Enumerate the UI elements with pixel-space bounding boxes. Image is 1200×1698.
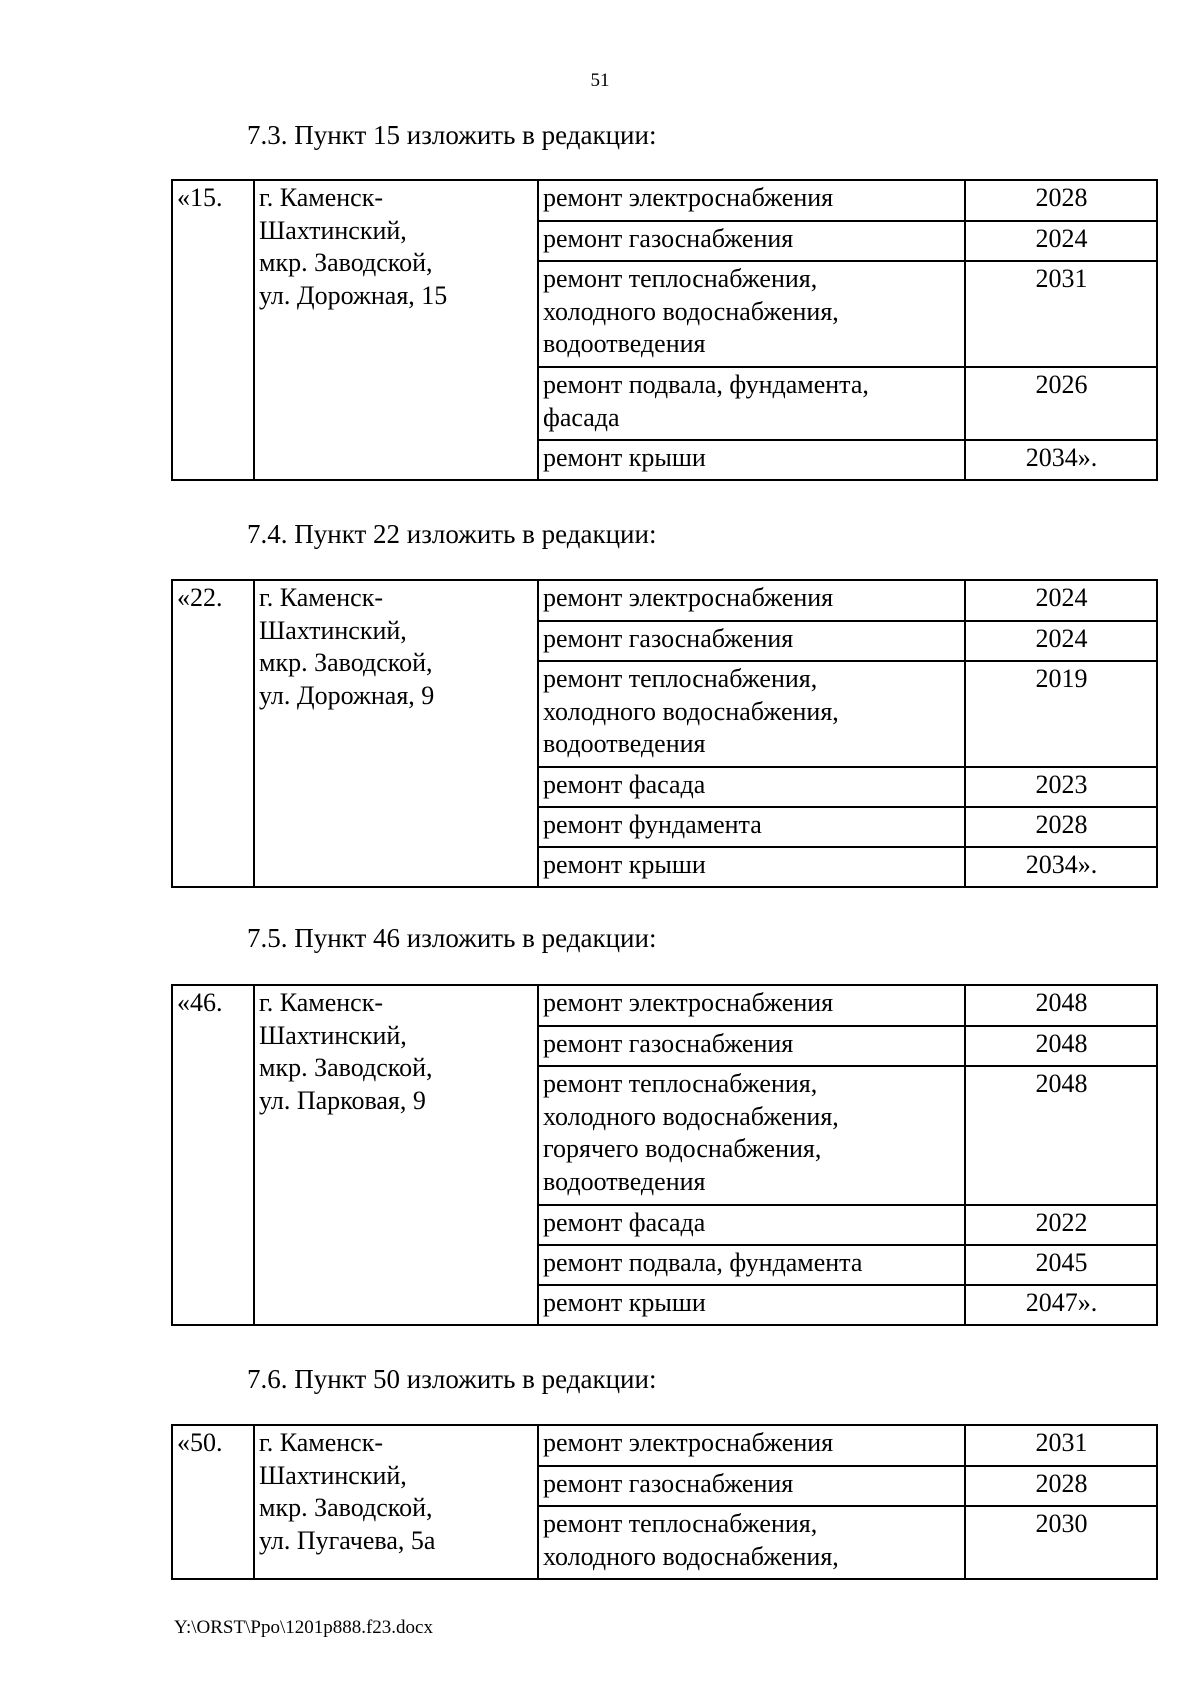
- year-cell: 2028: [965, 1466, 1157, 1506]
- year-cell: 2034».: [965, 847, 1157, 887]
- item-number: «15.: [172, 180, 254, 480]
- work-type-cell: ремонт теплоснабжения, холодного водоснабжения, водоотведения: [538, 261, 965, 367]
- year-cell: 2024: [965, 221, 1157, 261]
- address-cell: [254, 985, 538, 1325]
- year-cell: 2022: [965, 1205, 1157, 1245]
- work-type-cell: ремонт газоснабжения: [538, 1026, 965, 1066]
- work-type-cell: ремонт электроснабжения: [538, 580, 965, 621]
- work-type-cell: ремонт теплоснабжения, холодного водоснабжения, водоотведения: [538, 661, 965, 767]
- year-cell: 2028: [965, 807, 1157, 847]
- year-cell: 2034».: [965, 440, 1157, 480]
- work-type-cell: ремонт электроснабжения: [538, 180, 965, 221]
- work-type-cell: ремонт крыши: [538, 847, 965, 887]
- year-cell: 2024: [965, 580, 1157, 621]
- address-line: Шахтинский,: [259, 1020, 407, 1050]
- work-type-cell: ремонт газоснабжения: [538, 221, 965, 261]
- address-line: г. Каменск-: [259, 1428, 384, 1457]
- item-number: «46.: [172, 985, 254, 1325]
- item-number: «50.: [172, 1425, 254, 1579]
- page-number: 51: [590, 70, 610, 91]
- address-line: ул. Дорожная, 9: [259, 680, 435, 710]
- year-cell: 2030: [965, 1506, 1157, 1579]
- section-heading: 7.3. Пункт 15 изложить в редакции:: [247, 120, 657, 150]
- address-line: ул. Дорожная, 15: [259, 280, 448, 310]
- repair-table-item-50: [171, 1424, 1158, 1580]
- work-type-cell: ремонт крыши: [538, 440, 965, 480]
- address-line: г. Каменск-: [259, 988, 384, 1017]
- repair-table-item-22: [171, 579, 1158, 888]
- year-cell: 2023: [965, 767, 1157, 807]
- year-cell: 2047».: [965, 1285, 1157, 1325]
- year-cell: 2026: [965, 367, 1157, 440]
- address-line: Шахтинский,: [259, 1460, 407, 1490]
- work-type-cell: ремонт фундамента: [538, 807, 965, 847]
- address-cell: [254, 180, 538, 480]
- address-line: мкр. Заводской,: [259, 648, 433, 677]
- address-line: ул. Пугачева, 5а: [259, 1525, 436, 1555]
- file-path-footer: Y:\ORST\Ppo\1201p888.f23.docx: [174, 1617, 433, 1638]
- work-type-cell: ремонт теплоснабжения, холодного водоснабжения, горячего водоснабжения, водоотведения: [538, 1066, 965, 1205]
- address-line: ул. Парковая, 9: [259, 1085, 426, 1115]
- address-line: Шахтинский,: [259, 215, 407, 245]
- section-heading: 7.4. Пункт 22 изложить в редакции:: [247, 519, 657, 549]
- year-cell: 2019: [965, 661, 1157, 767]
- year-cell: 2048: [965, 985, 1157, 1026]
- work-type-cell: ремонт газоснабжения: [538, 1466, 965, 1506]
- work-type-cell: ремонт подвала, фундамента, фасада: [538, 367, 965, 440]
- work-type-cell: ремонт электроснабжения: [538, 985, 965, 1026]
- work-type-cell: ремонт теплоснабжения, холодного водоснабжения,: [538, 1506, 965, 1579]
- repair-table-item-46: [171, 984, 1158, 1326]
- address-cell: [254, 580, 538, 887]
- work-type-cell: ремонт электроснабжения: [538, 1425, 965, 1466]
- year-cell: 2024: [965, 621, 1157, 661]
- address-cell: [254, 1425, 538, 1579]
- address-line: Шахтинский,: [259, 615, 407, 645]
- section-heading: 7.5. Пункт 46 изложить в редакции:: [247, 923, 657, 953]
- item-number: «22.: [172, 580, 254, 887]
- year-cell: 2048: [965, 1026, 1157, 1066]
- address-line: г. Каменск-: [259, 583, 384, 612]
- year-cell: 2048: [965, 1066, 1157, 1205]
- work-type-cell: ремонт крыши: [538, 1285, 965, 1325]
- year-cell: 2031: [965, 1425, 1157, 1466]
- section-heading: 7.6. Пункт 50 изложить в редакции:: [247, 1364, 657, 1394]
- year-cell: 2028: [965, 180, 1157, 221]
- address-line: мкр. Заводской,: [259, 1053, 433, 1082]
- work-type-cell: ремонт фасада: [538, 767, 965, 807]
- work-type-cell: ремонт фасада: [538, 1205, 965, 1245]
- work-type-cell: ремонт газоснабжения: [538, 621, 965, 661]
- year-cell: 2045: [965, 1245, 1157, 1285]
- address-line: мкр. Заводской,: [259, 1493, 433, 1522]
- work-type-cell: ремонт подвала, фундамента: [538, 1245, 965, 1285]
- year-cell: 2031: [965, 261, 1157, 367]
- repair-table-item-15: [171, 179, 1158, 481]
- address-line: мкр. Заводской,: [259, 248, 433, 277]
- address-line: г. Каменск-: [259, 183, 384, 212]
